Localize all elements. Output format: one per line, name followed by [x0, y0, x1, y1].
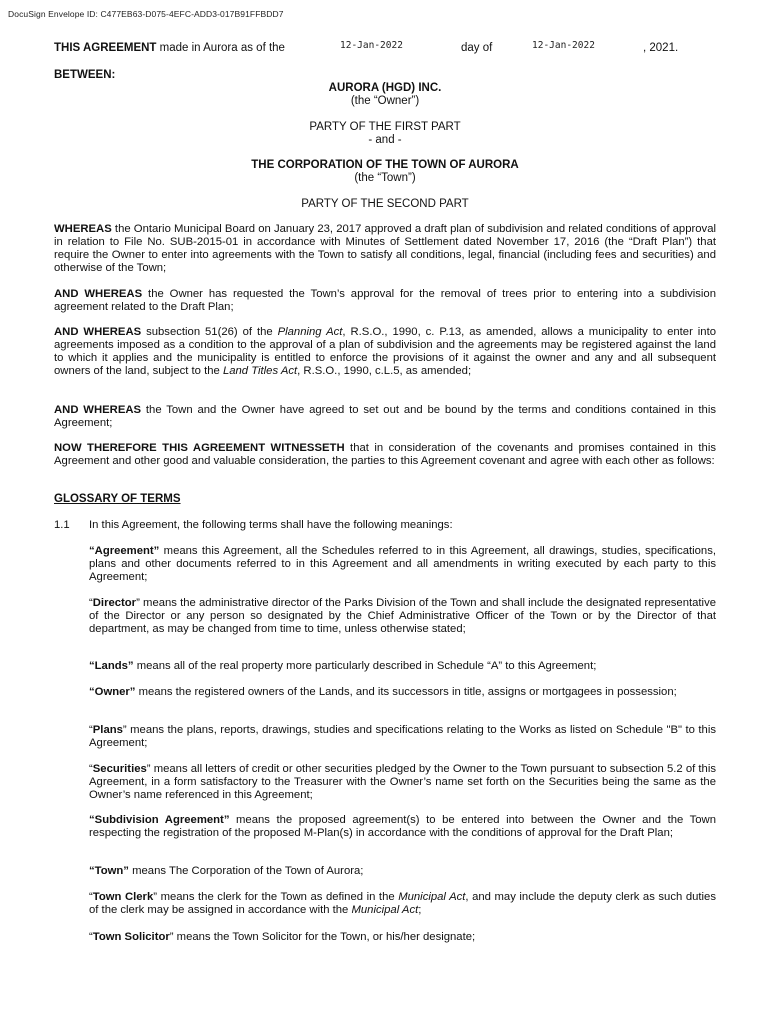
- def-text: means this Agreement, all the Schedules referred to in this Agreement, all drawings, studies, specifications, plans and other documents referred to in this Agreement and all amendments in writing executed by each party to this Agreement;: [89, 545, 716, 583]
- def-open-quote: “: [89, 597, 93, 609]
- definition-lands: [89, 660, 716, 673]
- def-term: Town Clerk: [92, 891, 154, 903]
- recital-3-bold: AND WHEREAS: [54, 326, 142, 338]
- def-italic-b: Municipal Act: [351, 904, 419, 916]
- intro-day-of: day of: [461, 42, 493, 54]
- def-close-quote: ”: [122, 724, 127, 736]
- def-term: Director: [92, 597, 137, 609]
- def-open-quote: “: [89, 686, 95, 698]
- def-open-quote: “: [89, 660, 95, 672]
- definition-agreement: [89, 545, 716, 584]
- def-text: means The Corporation of the Town of Aurora;: [128, 865, 364, 877]
- party1-name: AURORA (HGD) INC.: [328, 82, 442, 94]
- def-text-a: means the clerk for the Town as defined in the: [157, 891, 399, 903]
- recital-2-bold: AND WHEREAS: [54, 288, 143, 300]
- recital-3-text-a: subsection 51(26) of the: [141, 326, 278, 338]
- recital-3: [54, 326, 716, 378]
- recital-5: [54, 442, 716, 468]
- party2-alias: (the “Town”): [354, 172, 416, 184]
- recital-4-bold: AND WHEREAS: [54, 404, 142, 416]
- recital-5-text: that in consideration of the covenants and promises contained in this Agreement and other good and valuable consideration, the parties to this Agreement covenant and agree with each other as follows:: [54, 442, 716, 467]
- party2-name: THE CORPORATION OF THE TOWN OF AURORA: [251, 159, 519, 171]
- recital-1: [54, 223, 716, 275]
- docusign-envelope-id: DocuSign Envelope ID: C477EB63-D075-4EFC-ADD3-017B91FFBDD7: [8, 9, 284, 19]
- date-field-1[interactable]: 12-Jan-2022: [340, 40, 403, 51]
- def-open-quote: “: [89, 724, 93, 736]
- party2-role: PARTY OF THE SECOND PART: [301, 198, 469, 210]
- def-open-quote: “: [89, 931, 93, 943]
- def-text: means the plans, reports, drawings, studies and specifications relating to the Works as listed on Schedule "B" to this Agreement;: [89, 724, 716, 749]
- def-term: Agreement”: [94, 545, 160, 557]
- glossary-heading: GLOSSARY OF TERMS: [54, 493, 181, 505]
- def-text: means all letters of credit or other securities pledged by the Owner to the Town pursuant to subsection 5.2 of this Agreement, in a form satisfactory to the Treasurer with the Owner’s name set forth on the Securities being the same as the Owner’s name referenced in this Agreement;: [89, 763, 716, 801]
- clause-number: 1.1: [54, 519, 70, 531]
- def-term: Owner”: [94, 686, 136, 698]
- recital-1-text: the Ontario Municipal Board on January 23, 2017 approved a draft plan of subdivision and related conditions of approval in relation to File No. SUB-2015-01 in accordance with Minutes of Settlement dated November 17, 2016 (the “Draft Plan”) that require the Owner to enter into agreements with the Town to satisfy all conditions, legal, financial (including fees and securities) and otherwise of the Town;: [54, 223, 716, 274]
- and-separator: - and -: [368, 134, 402, 146]
- intro-year: , 2021.: [643, 42, 679, 54]
- def-text: means the Town Solicitor for the Town, or his/her designate;: [173, 931, 476, 943]
- def-open-quote: “: [89, 865, 95, 877]
- def-open-quote: “: [89, 891, 93, 903]
- party1-role: PARTY OF THE FIRST PART: [309, 121, 461, 133]
- intro-line: [54, 42, 285, 54]
- recital-2: [54, 288, 716, 314]
- date-field-2[interactable]: 12-Jan-2022: [532, 40, 595, 51]
- def-open-quote: “: [89, 545, 95, 557]
- def-close-quote: ”: [153, 891, 158, 903]
- definition-town-solicitor: [89, 931, 716, 944]
- intro-lead-bold: THIS AGREEMENT: [54, 42, 157, 54]
- party1-alias: (the “Owner”): [350, 95, 420, 107]
- definition-securities: [89, 763, 716, 802]
- def-text: means all of the real property more particularly described in Schedule “A” to this Agreement;: [133, 660, 597, 672]
- def-term: Plans: [92, 724, 123, 736]
- definition-subdivision-agreement: [89, 814, 716, 840]
- def-close-quote: ”: [169, 931, 174, 943]
- def-term: Lands”: [94, 660, 134, 672]
- between-label: BETWEEN:: [54, 69, 116, 81]
- definition-director: [89, 597, 716, 636]
- definition-owner: [89, 686, 716, 699]
- recital-3-italic-a: Planning Act: [277, 326, 343, 338]
- clause-text: In this Agreement, the following terms shall have the following meanings:: [89, 519, 453, 531]
- recital-3-text-b: , R.S.O., 1990, c. P.13, as amended, allows a municipality to enter into agreements imposed as a condition to the approval of a plan of subdivision and the agreements may be registered against the land to which it applies and the municipality is entitled to enforce the provisions of it against the owner and any and all subsequent owners of the land, subject to the: [54, 326, 717, 377]
- def-open-quote: “: [89, 763, 93, 775]
- recital-4: [54, 404, 716, 430]
- def-text: means the administrative director of the Parks Division of the Town and shall include the designated representative of the Director or any person so designated by the Chief Administrative Officer of the Town or by the Director of that department, as may be changed from time to time, unless otherwise stated;: [89, 597, 716, 635]
- def-text: means the registered owners of the Lands, and its successors in title, assigns or mortgagees in possession;: [135, 686, 677, 698]
- def-term: Town”: [94, 865, 129, 877]
- recital-3-text-c: , R.S.O., 1990, c.L.5, as amended;: [297, 365, 472, 377]
- definition-plans: [89, 724, 716, 750]
- def-open-quote: “: [89, 814, 95, 826]
- definition-town-clerk: [89, 891, 716, 917]
- def-close-quote: ”: [136, 597, 140, 609]
- def-term: Town Solicitor: [92, 931, 170, 943]
- def-text: means the proposed agreement(s) to be entered into between the Owner and the Town respecting the registration of the proposed M-Plan(s) in accordance with the conditions of approval for the Draft Plan;: [89, 814, 716, 839]
- def-term: Securities: [92, 763, 147, 775]
- recital-4-text: the Town and the Owner have agreed to set out and be bound by the terms and conditions contained in this Agreement;: [54, 404, 716, 429]
- def-term: Subdivision Agreement”: [94, 814, 230, 826]
- def-close-quote: ”: [146, 763, 151, 775]
- intro-lead-text: made in Aurora as of the: [156, 42, 285, 54]
- recital-1-bold: WHEREAS: [54, 223, 112, 235]
- recital-3-italic-b: Land Titles Act: [222, 365, 298, 377]
- definition-town: [89, 865, 716, 878]
- recital-5-bold: NOW THEREFORE THIS AGREEMENT WITNESSETH: [54, 442, 345, 454]
- def-text-b: , and may include the deputy clerk as such duties of the clerk may be assigned in accordance with the: [89, 891, 716, 916]
- def-italic-a: Municipal Act: [398, 891, 466, 903]
- def-text-c: ;: [418, 904, 422, 916]
- recital-2-text: the Owner has requested the Town’s approval for the removal of trees prior to entering into a subdivision agreement related to the Draft Plan;: [54, 288, 716, 313]
